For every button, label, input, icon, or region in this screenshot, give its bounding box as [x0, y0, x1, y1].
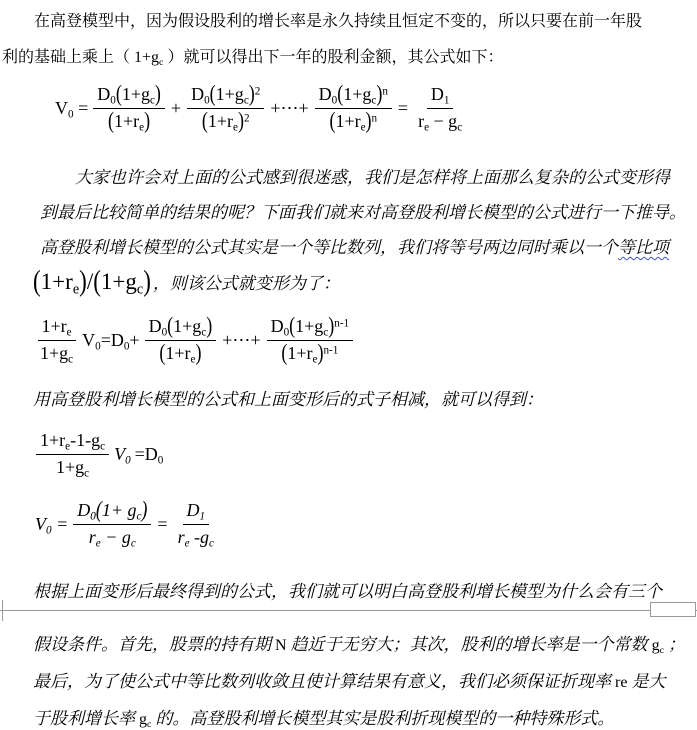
subscript: 0	[283, 326, 290, 339]
fraction-numerator: $D0(1+gc)^n$	[315, 84, 392, 109]
paren: )	[154, 80, 161, 107]
paren: )	[328, 312, 335, 339]
chinese-text: ；	[667, 635, 685, 654]
paren: (	[115, 80, 122, 107]
subscript: e	[233, 121, 238, 134]
subscript: c	[147, 718, 152, 730]
fraction	[315, 80, 392, 134]
fraction	[36, 316, 77, 366]
chinese-text: 根据上面变形后最终得到的公式，我们就可以明白高登股利增长模型为什么会有三个	[33, 582, 662, 601]
subscript: e	[139, 121, 145, 134]
subscript: 0	[123, 340, 130, 353]
formula-operator: +⋯+	[222, 330, 261, 351]
superscript: n	[382, 85, 388, 98]
subscript: e	[424, 121, 430, 134]
subscript: c	[209, 537, 214, 550]
fraction	[145, 312, 217, 366]
paren: (	[209, 80, 216, 107]
text-line	[33, 663, 685, 700]
fraction-numerator: 1+re-1-gc	[36, 430, 109, 455]
fraction-denominator: $(1+re)^n$	[329, 108, 378, 134]
subscript: c	[136, 281, 144, 298]
text-line	[2, 40, 642, 76]
subscript: c	[100, 440, 106, 453]
paren: (	[329, 108, 336, 134]
subscript: 0	[68, 108, 74, 121]
text-line	[2, 4, 642, 40]
chinese-text: ，则该公式就变形为了：	[152, 274, 340, 293]
fraction	[93, 80, 165, 134]
fraction-denominator: (1+re)	[108, 108, 151, 134]
paragraph-derivation-intro	[40, 160, 686, 265]
subscript: 0	[46, 524, 52, 537]
fraction-numerator: D0(1+ gc)	[73, 500, 151, 525]
subscript: c	[201, 326, 207, 339]
fraction-denominator: re -gc	[177, 527, 214, 550]
formula-operator: =	[157, 514, 168, 535]
fraction-numerator: 1+re	[38, 316, 76, 341]
paren: )	[144, 108, 151, 134]
formula-subtracted-result	[33, 430, 165, 480]
subscript: c	[130, 537, 136, 550]
paren: (	[95, 496, 102, 523]
formula-term: V0=D0+	[82, 329, 140, 353]
paren: (	[337, 80, 344, 107]
text-line	[33, 626, 685, 663]
inline-math: 1+gc	[134, 49, 164, 68]
paragraph-conclusion-part1	[33, 580, 662, 604]
inline-math: (1+re)/(1+gc)	[33, 269, 151, 294]
subscript: e	[95, 537, 101, 550]
text-line	[33, 580, 662, 604]
formula-term: V0 =	[55, 97, 89, 121]
formula-term: =D0	[134, 443, 164, 467]
subscript: 1	[199, 510, 206, 523]
inline-math: N	[275, 637, 287, 654]
text-line	[33, 700, 685, 730]
fraction-denominator: 1+gc	[55, 457, 90, 480]
paren: )	[317, 340, 324, 366]
fraction-numerator: D1	[427, 84, 454, 109]
fraction-denominator: 1+gc	[40, 343, 74, 366]
formula-term: V0	[114, 443, 131, 467]
chinese-text: 大家也许会对上面的公式感到很迷惑，我们是怎样将上面那么复杂的公式变形得	[75, 168, 670, 187]
text-line	[40, 160, 686, 195]
chinese-text: 于股利增长率	[33, 709, 135, 728]
fraction-numerator: D0(1+gc)	[145, 316, 217, 341]
paragraph-gordon-intro	[2, 4, 642, 76]
formula-multiplied-series	[33, 312, 356, 366]
subscript: e	[72, 281, 80, 298]
inline-math: gc	[139, 711, 152, 730]
subscript: 0	[161, 326, 168, 339]
wavy-underline-text: 等比项	[618, 238, 669, 257]
subscript: e	[65, 440, 71, 453]
chinese-text: 假设条件。首先，股票的持有期	[33, 635, 271, 654]
superscript: n-1	[323, 344, 339, 357]
paren: )	[365, 108, 372, 134]
paren: )	[79, 264, 87, 297]
paren: )	[206, 312, 213, 339]
subscript: e	[360, 121, 366, 134]
subscript: 1	[443, 94, 450, 107]
formula-operator: +	[170, 98, 182, 119]
chinese-text: 用高登股利增长模型的公式和上面变形后的式子相减，就可以得到：	[33, 390, 543, 409]
paren: (	[167, 312, 174, 339]
chinese-text: 最后，为了使公式中等比数列收敛且使计算结果有意义，我们必须保证折现率	[33, 672, 611, 691]
formula-operator: +⋯+	[270, 98, 309, 119]
paragraph-conclusion-part2	[33, 626, 685, 730]
fraction-denominator: re − gc	[418, 111, 463, 134]
fraction-denominator: (1+re)	[159, 340, 202, 366]
subscript: 0	[95, 340, 101, 353]
subscript: c	[323, 326, 329, 339]
subscript: c	[84, 467, 90, 480]
paren: (	[281, 340, 288, 366]
paren: )	[237, 108, 244, 134]
page-boundary-left-tick	[2, 600, 3, 621]
paren: )	[195, 340, 202, 366]
fraction	[174, 500, 218, 550]
fraction	[187, 80, 264, 134]
fraction	[73, 496, 151, 550]
fraction-numerator: D1	[183, 500, 210, 525]
fraction-denominator: re − gc	[88, 527, 136, 550]
subscript: c	[659, 644, 664, 656]
text-line	[33, 388, 543, 412]
paren: (	[108, 108, 115, 134]
fraction-numerator: $D0(1+gc)^2$	[187, 84, 264, 109]
superscript: 2	[243, 112, 250, 125]
fraction-denominator: $(1+re)^{n-1}$	[281, 340, 339, 366]
chinese-text: ）就可以得出下一年的股利金额，其公式如下：	[167, 49, 504, 66]
subscript: c	[159, 56, 164, 68]
subscript: e	[184, 537, 190, 550]
chinese-text: 的。高登股利增长模型其实是股利折现模型的一种特殊形式。	[155, 709, 615, 728]
chinese-text: 利的基础上乘上（	[2, 49, 131, 66]
paren: )	[376, 80, 383, 107]
chinese-text: 在高登模型中，因为假设股利的增长率是永久持续且恒定不变的，所以只要在前一年股	[34, 13, 643, 30]
subscript: 0	[331, 94, 338, 107]
fraction	[36, 430, 109, 480]
subscript: c	[457, 121, 463, 134]
paren: (	[93, 264, 101, 297]
subscript: 0	[110, 94, 116, 107]
paren: )	[143, 264, 151, 297]
subscript: 0	[125, 454, 131, 467]
fraction-numerator: D0(1+gc)	[93, 84, 165, 109]
fraction-denominator: $(1+re)^2$	[201, 108, 250, 134]
paren: )	[248, 80, 255, 107]
fraction-numerator: $D0(1+gc)^{n-1}$	[267, 316, 354, 341]
subscript: e	[66, 326, 72, 339]
formula-final-result	[33, 496, 221, 550]
inline-math: re	[615, 674, 628, 691]
subscript: c	[68, 353, 74, 366]
subscript: c	[136, 510, 142, 523]
paragraph-ratio-term-line	[33, 262, 340, 302]
paren: (	[33, 264, 41, 297]
subscript: e	[190, 353, 196, 366]
subscript: 0	[204, 94, 210, 107]
chinese-text: 是大	[631, 672, 666, 691]
inline-math: gc	[651, 637, 664, 656]
formula-term: V0 =	[35, 513, 69, 537]
fraction	[414, 84, 466, 134]
text-line	[40, 195, 686, 230]
subscript: c	[243, 94, 249, 107]
text-line	[33, 262, 340, 302]
subscript: 0	[90, 510, 96, 523]
chinese-text: 趋近于无穷大；其次，股利的增长率是一个常数	[290, 635, 648, 654]
formula-operator: =	[397, 98, 409, 119]
page-boundary-line	[0, 610, 697, 611]
text-line	[40, 230, 686, 265]
paren: (	[201, 108, 208, 134]
subscript: 0	[157, 454, 164, 467]
chinese-text: 高登股利增长模型的公式其实是一个等比数列，我们将等号两边同时乘以一个	[40, 238, 618, 257]
subscript: e	[312, 353, 318, 366]
superscript: n	[371, 112, 378, 125]
fraction	[267, 312, 354, 366]
paren: )	[141, 496, 148, 523]
chinese-text: 到最后比较简单的结果的呢？下面我们就来对高登股利增长模型的公式进行一下推导。	[40, 203, 686, 222]
paragraph-subtract-instruction	[33, 388, 543, 412]
subscript: c	[149, 94, 155, 107]
superscript: n-1	[334, 317, 350, 330]
paren: (	[159, 340, 166, 366]
page-boundary-handle	[650, 602, 696, 617]
formula-gordon-expanded-series	[53, 80, 469, 134]
paren: (	[289, 312, 296, 339]
superscript: 2	[254, 85, 261, 98]
subscript: c	[371, 94, 377, 107]
